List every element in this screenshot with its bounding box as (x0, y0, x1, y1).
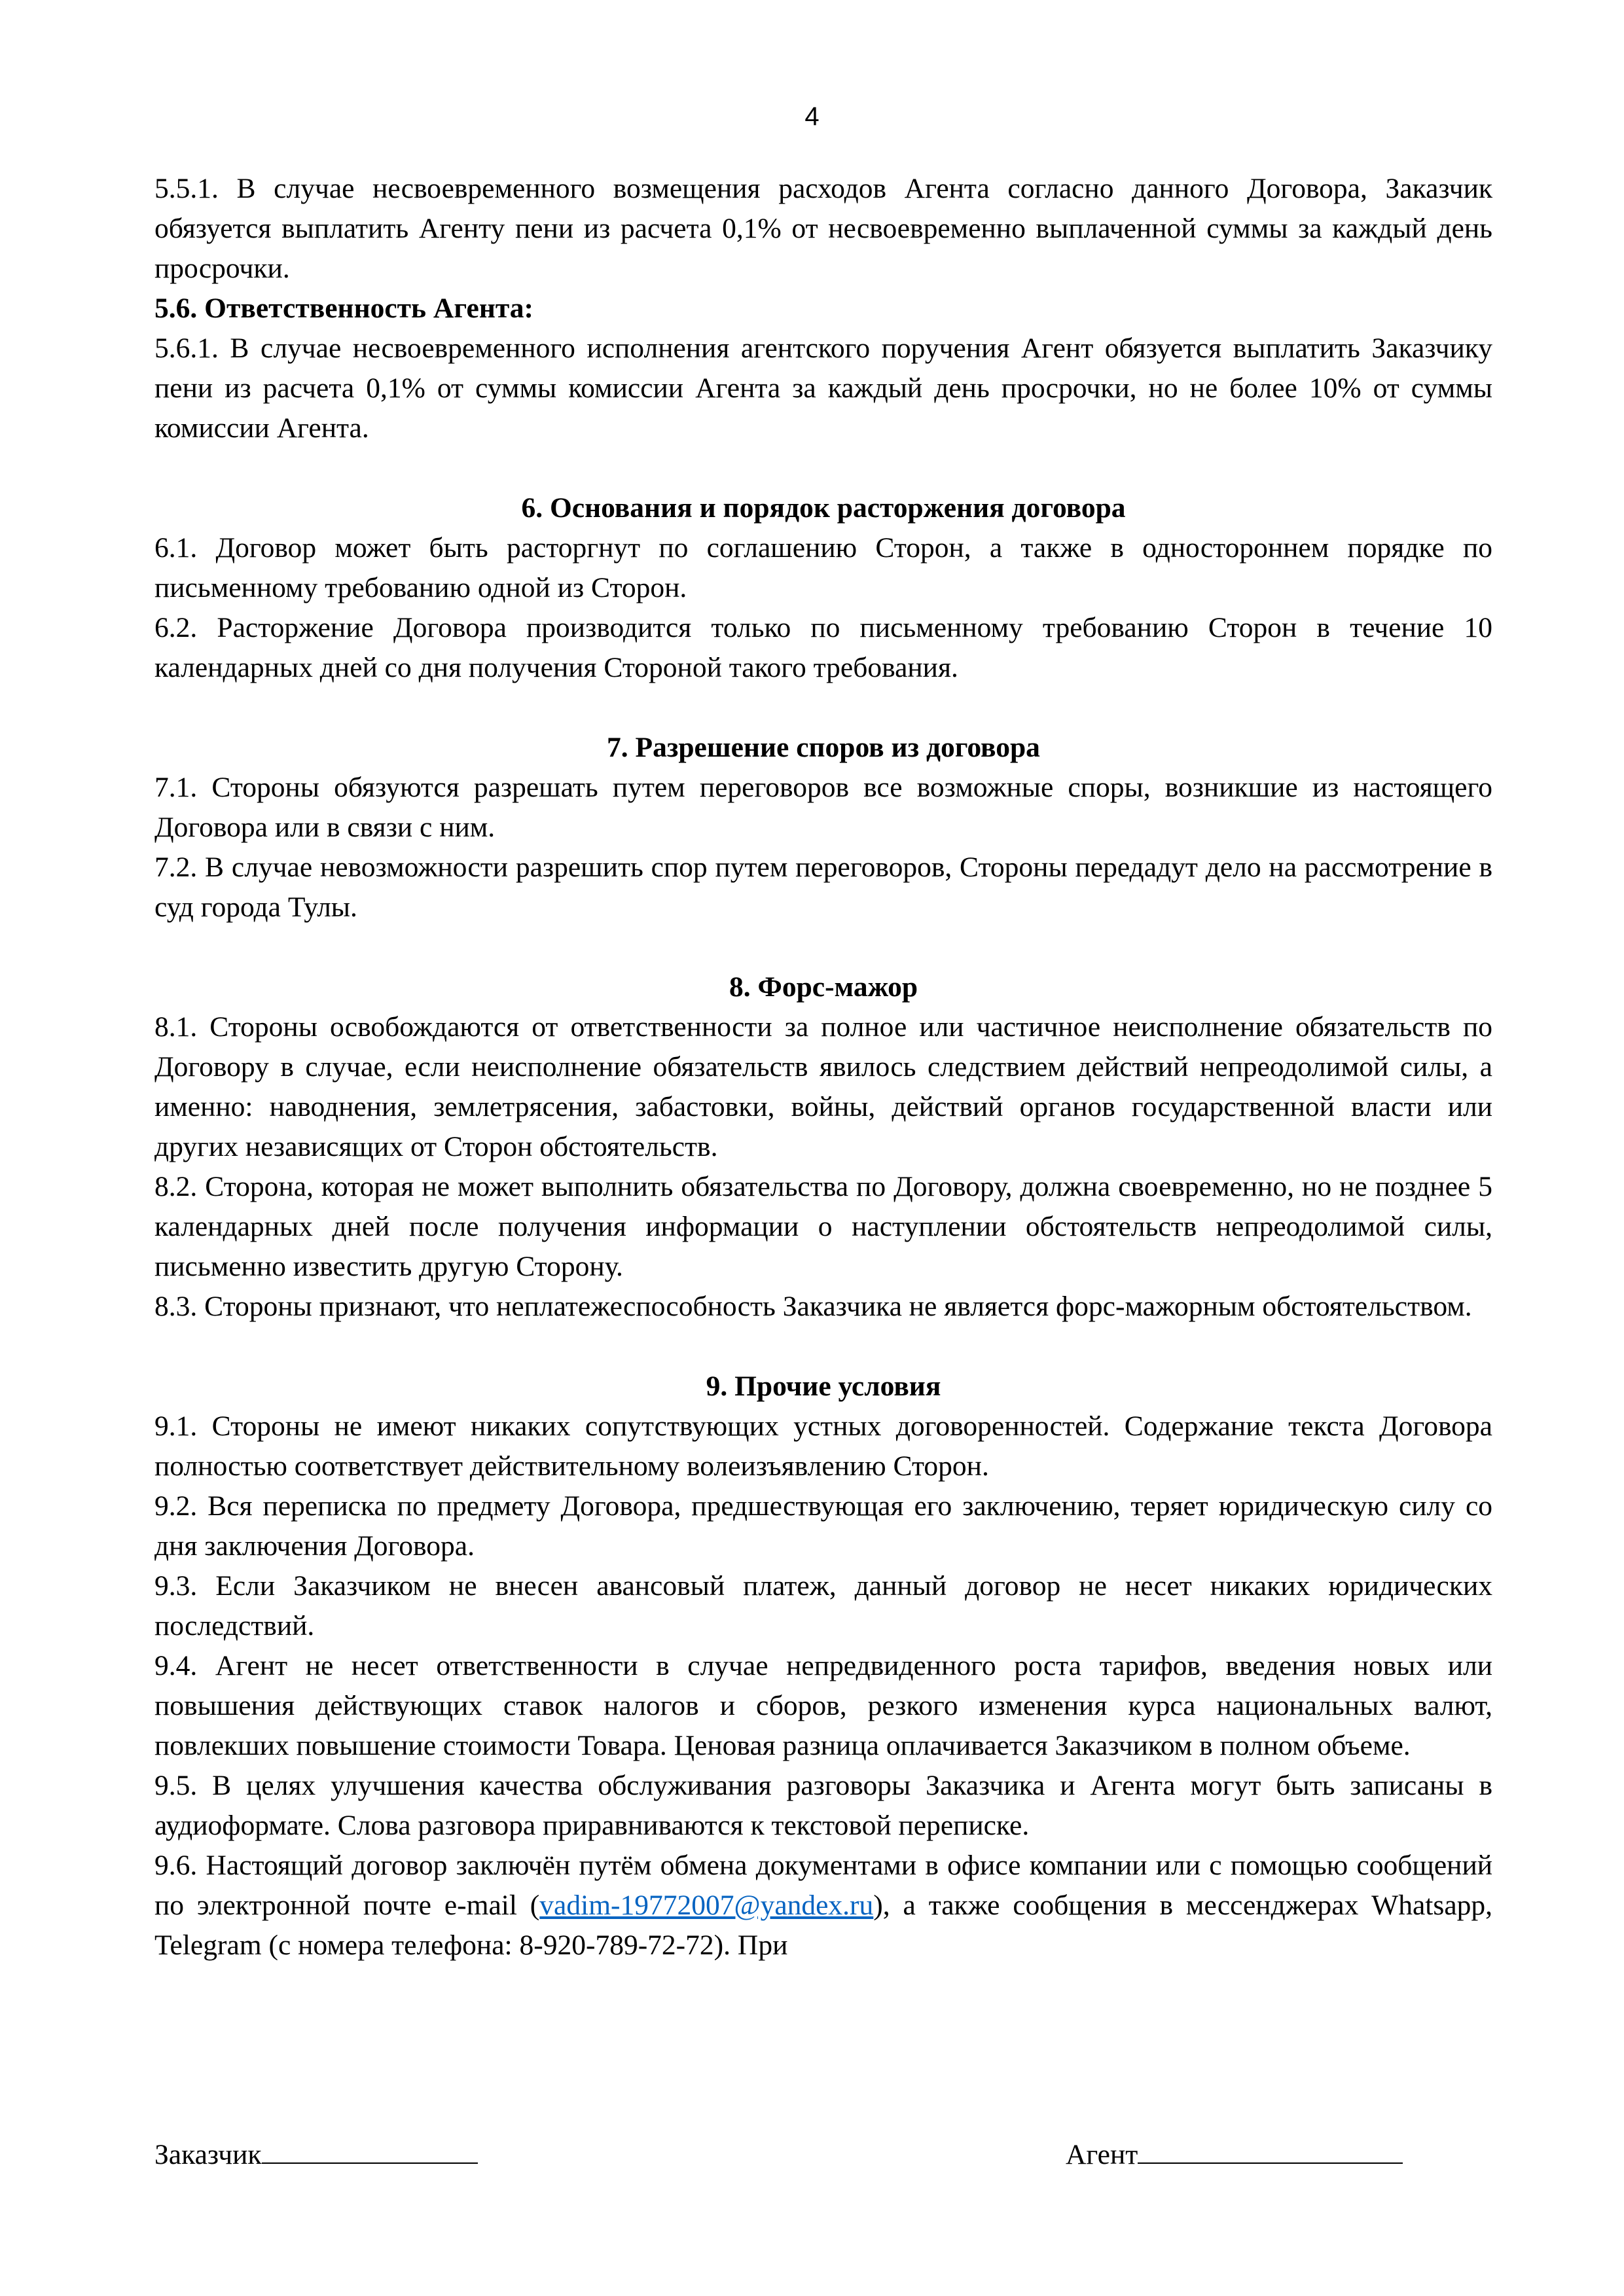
clause-9-6-text-end: ), а также сообщения в мессенджерах Whatsapp, Telegram (с номера телефона: 8-920-789-72-72). При (154, 1890, 1492, 1961)
email-link[interactable]: vadim-19772007@yandex.ru (539, 1890, 874, 1921)
clause-9-6-text-start: 9.6. Настоящий договор заключён путём обмена документами в офисе компании или с помощью сообщений по электронной почте e-mail ( (154, 1850, 1492, 1921)
section-7-title: 7. Разрешение споров из договора (607, 732, 1040, 763)
clause-9-5: 9.5. В целях улучшения качества обслуживания разговоры Заказчика и Агента могут быть записаны в аудиоформате. Слова разговора приравниваются к текстовой переписке. (154, 1770, 1492, 1841)
clause-9-6 (154, 1846, 1492, 1965)
section-6-title: 6. Основания и порядок расторжения договора (521, 492, 1126, 524)
customer-signature-label: Заказчик (154, 2139, 262, 2170)
customer-signature-line (262, 2132, 478, 2164)
clause-5-5-1: 5.5.1. В случае несвоевременного возмещения расходов Агента согласно данного Договора, Заказчик обязуется выплатить Агенту пени из расчета 0,1% от несвоевременно выплаченной суммы за каждый день просрочки. (154, 173, 1492, 284)
clause-8-3: 8.3. Стороны признают, что неплатежеспособность Заказчика не является форс-мажорным обстоятельством. (154, 1291, 1472, 1322)
clause-9-2: 9.2. Вся переписка по предмету Договора, предшествующая его заключению, теряет юридическую силу со дня заключения Договора. (154, 1490, 1492, 1562)
page-number: 4 (804, 102, 820, 131)
clause-6-2: 6.2. Расторжение Договора производится только по письменному требованию Сторон в течение 10 календарных дней со дня получения Стороной такого требования. (154, 612, 1492, 683)
agent-signature-label: Агент (1066, 2139, 1138, 2170)
clause-9-1: 9.1. Стороны не имеют никаких сопутствующих устных договоренностей. Содержание текста Договора полностью соответствует действительному волеизъявлению Сторон. (154, 1410, 1492, 1482)
clause-5-6-1: 5.6.1. В случае несвоевременного исполнения агентского поручения Агент обязуется выплатить Заказчику пени из расчета 0,1% от суммы комиссии Агента за каждый день просрочки, но не более 10% от суммы комиссии Агента. (154, 332, 1492, 444)
section-9-title: 9. Прочие условия (706, 1371, 941, 1402)
clause-7-2: 7.2. В случае невозможности разрешить спор путем переговоров, Стороны передадут дело на рассмотрение в суд города Тулы. (154, 852, 1492, 923)
section-8-title: 8. Форс-мажор (729, 971, 918, 1003)
clause-5-6-heading: 5.6. Ответственность Агента: (154, 293, 534, 324)
clause-6-1: 6.1. Договор может быть расторгнут по соглашению Сторон, а также в одностороннем порядке по письменному требованию одной из Сторон. (154, 532, 1492, 603)
agent-signature-line (1138, 2132, 1403, 2164)
agent-signature (1066, 2132, 1403, 2175)
customer-signature (154, 2132, 478, 2175)
clause-9-4: 9.4. Агент не несет ответственности в случае непредвиденного роста тарифов, введения новых или повышения действующих ставок налогов и сборов, резкого изменения курса национальных валют, повлекших повышение стоимости Товара. Ценовая разница оплачивается Заказчиком в полном объеме. (154, 1650, 1492, 1761)
document-body (154, 169, 1492, 1965)
clause-8-1: 8.1. Стороны освобождаются от ответственности за полное или частичное неисполнение обязательств по Договору в случае, если неисполнение обязательств явилось следствием действий непреодолимой силы, а именно: наводнения, землетрясения, забастовки, войны, действий органов государственной власти или других независящих от Сторон обстоятельств. (154, 1011, 1492, 1162)
clause-8-2: 8.2. Сторона, которая не может выполнить обязательства по Договору, должна своевременно, но не позднее 5 календарных дней после получения информации о наступлении обстоятельств непреодолимой силы, письменно известить другую Сторону. (154, 1171, 1492, 1282)
clause-9-3: 9.3. Если Заказчиком не внесен авансовый платеж, данный договор не несет никаких юридических последствий. (154, 1570, 1492, 1641)
clause-7-1: 7.1. Стороны обязуются разрешать путем переговоров все возможные споры, возникшие из настоящего Договора или в связи с ним. (154, 772, 1492, 843)
